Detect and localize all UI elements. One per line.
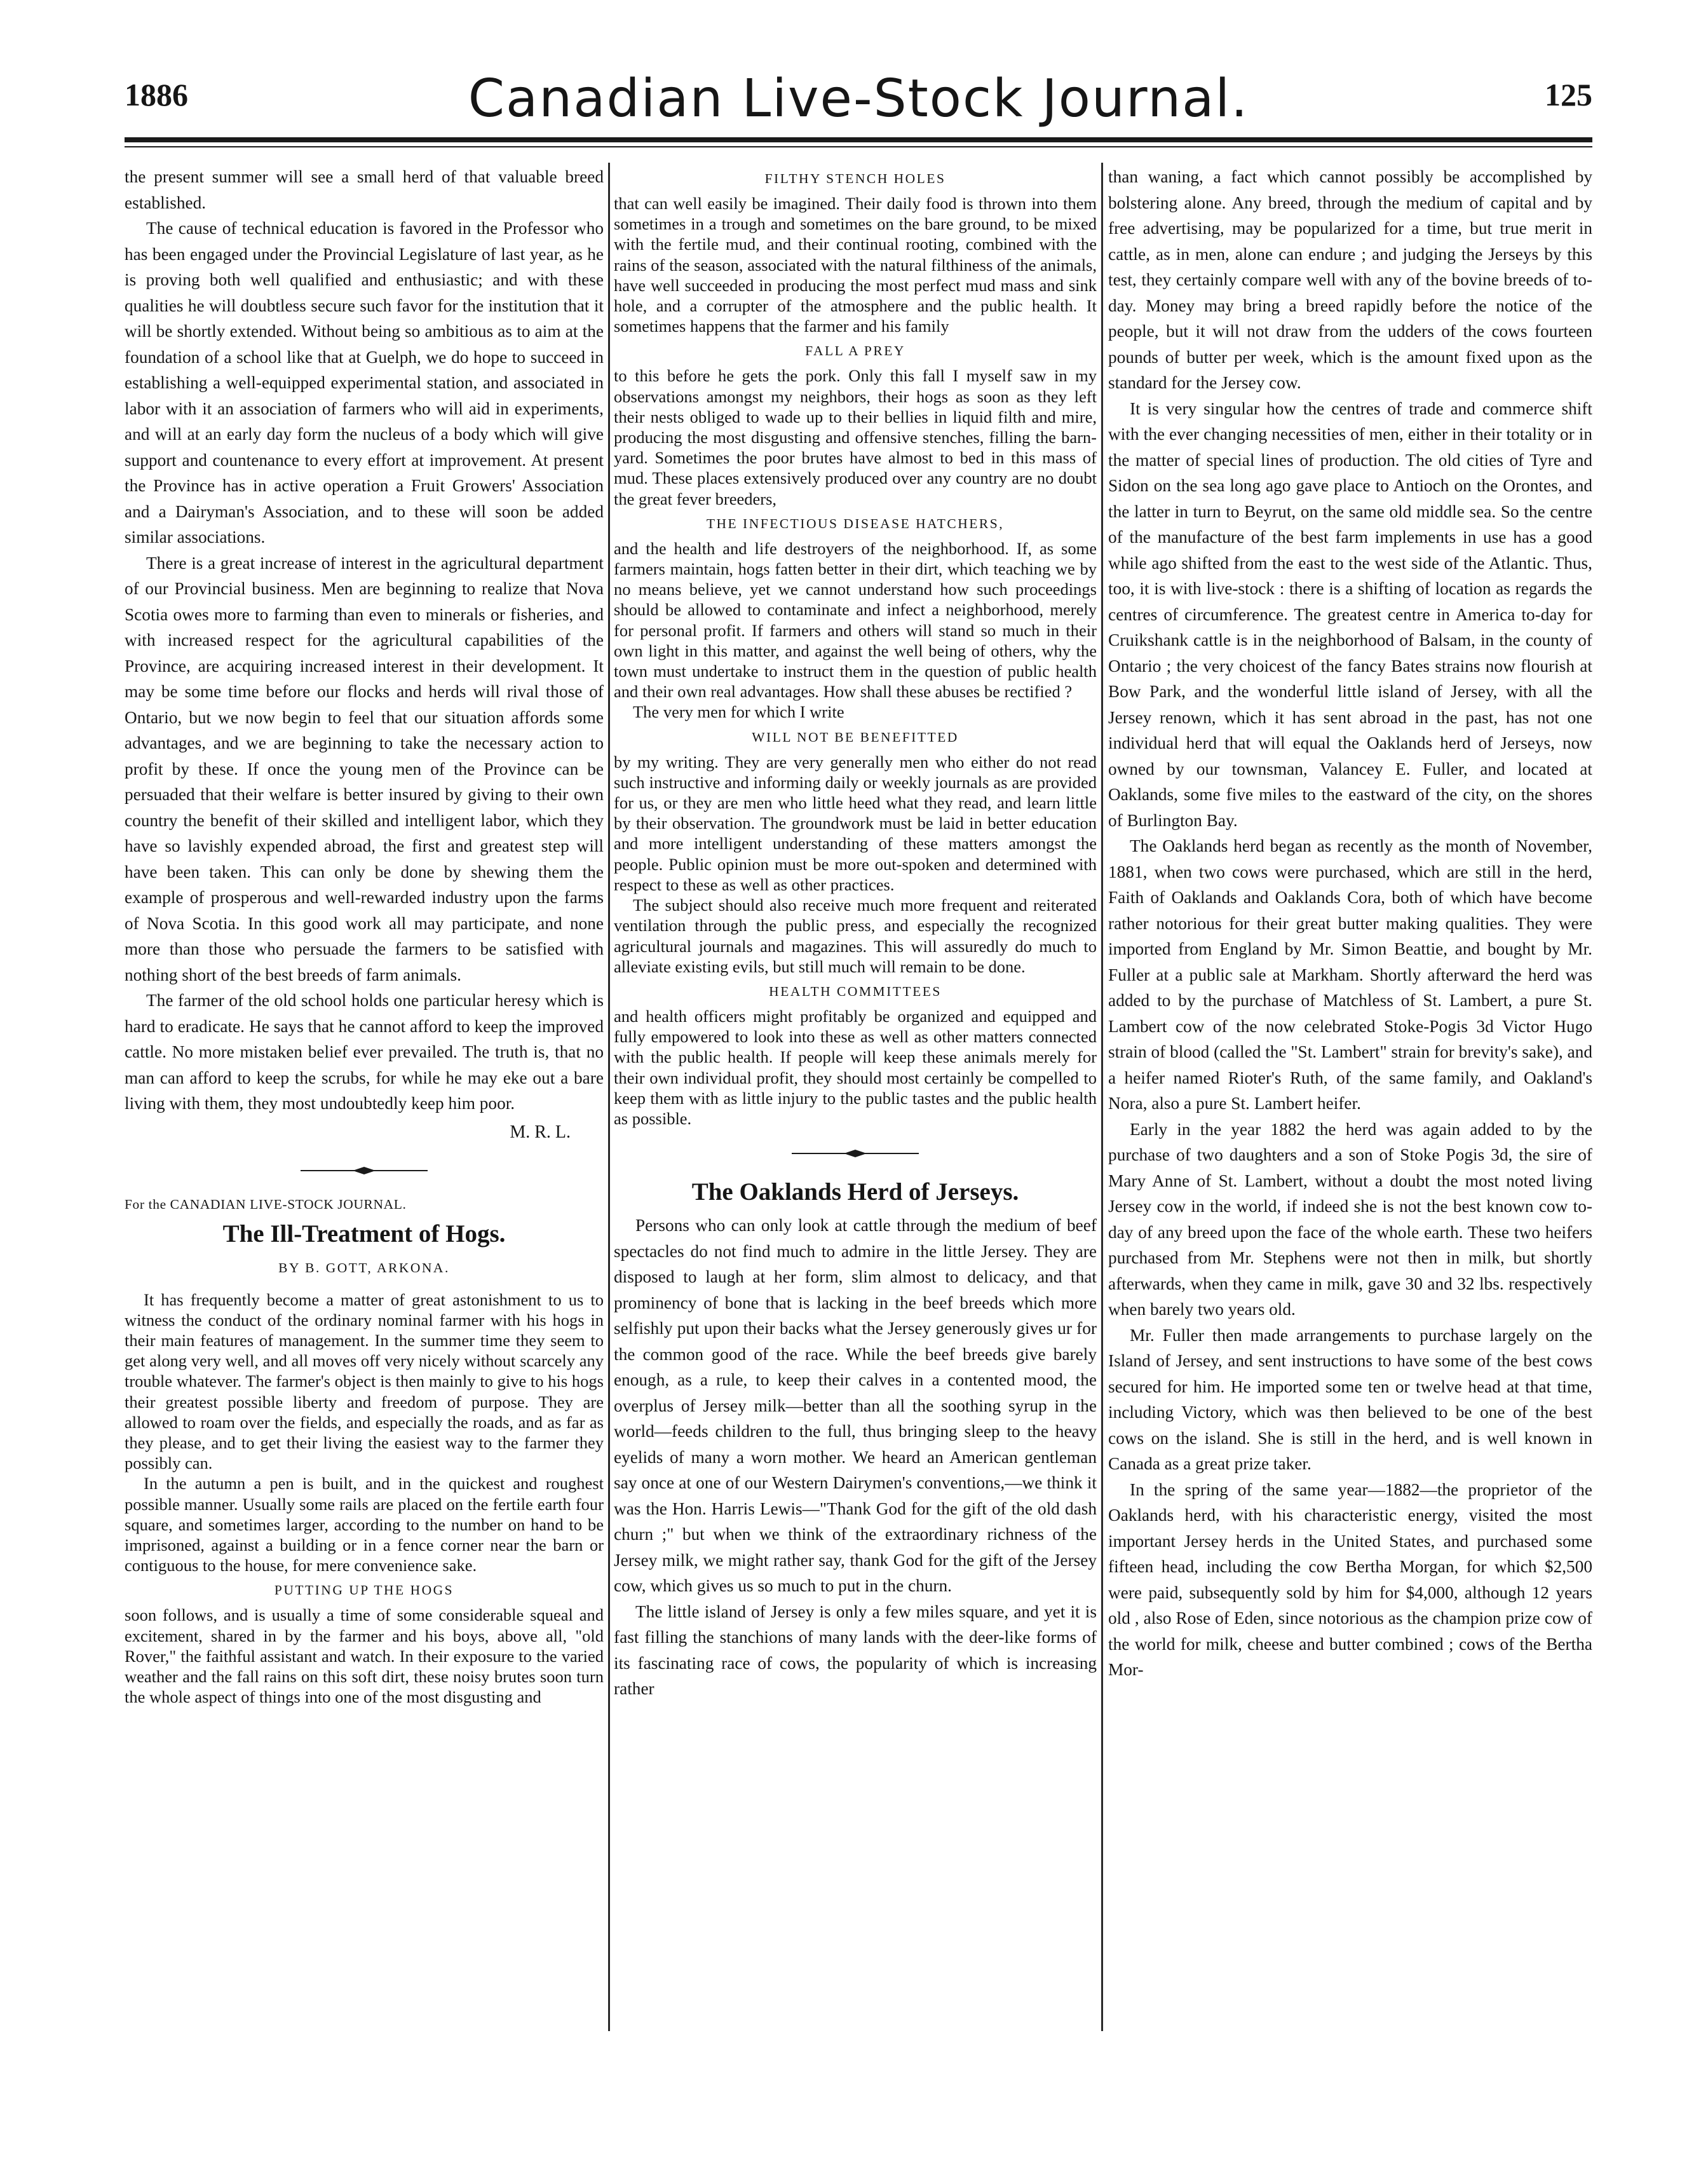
hogs-article-continued <box>614 167 1097 1129</box>
paragraph: The little island of Jersey is only a few miles square, and yet it is fast filling the stanchions of many lands with the deer-like forms of its fascinating race of cows, the popularity of which is increasing rather <box>614 1601 1097 1699</box>
article-headline-oaklands: The Oaklands Herd of Jerseys. <box>691 1178 1019 1206</box>
paragraph: The farmer of the old school holds one particular heresy which is hard to eradicate. He says that he cannot afford to keep the improved cattle. No more mistaken belief ever prevailed. The truth is, that no man can afford to keep the scrubs, for while he may eke out a bare living with them, they most undoubtedly keep him poor. <box>125 991 604 1113</box>
paragraph: The subject should also receive much more frequent and reiterated ventilation through the public press, and especially the recognized agricultural journals and magazines. This will assuredly do much to alleviate existing evils, but still much will remain to be done. <box>614 895 1097 976</box>
for-journal-line: For the CANADIAN LIVE-STOCK JOURNAL. <box>125 1196 407 1212</box>
article-signature: M. R. L. <box>510 1122 571 1142</box>
paragraph: that can well easily be imagined. Their daily food is thrown into them sometimes in a trough and sometimes on the bare ground, to be mixed with the fertile mud, and their continual rooting, combined with the rains of the season, associated with the natural filthiness of the animals, have well succeeded in producing the most perfect mud mass and sink hole, and a corrupter of the atmosphere and the public health. It sometimes happens that the farmer and his family <box>614 194 1097 336</box>
paragraph: Persons who can only look at cattle through the medium of beef spectacles do not find much to admire in the little Jersey. They are disposed to laugh at her form, slim almost to delicacy, and that prominency of bone that is lacking in the beef breeds which more selfishly put upon their backs what the Jersey generously gives ur for the common good of the race. While the beef breeds give barely enough, as a rule, to keep their calves in a contented mood, the overplus of Jersey milk—better than all the soothing syrup in the world—feeds children to the full, thus bringing sleep to the heavy eyelids of many a worn mother. We heard an American gentleman say once at one of our Western Dairymen's conventions,—we think it was the Hon. Harris Lewis—"Thank God for the gift of the old dash churn ;" but when we think of the extraordinary richness of the Jersey milk, we might rather say, thank God for the gift of the Jersey cow, which gives us so much to put in the churn. <box>614 1216 1097 1596</box>
page-number: 125 <box>1545 77 1592 112</box>
hogs-article <box>125 1289 604 1708</box>
paragraph: and the health and life destroyers of the neighborhood. If, as some farmers maintain, hogs fatten better in their dirt, which teaching we by no means believe, yet we cannot understand how such proceedings should be allowed to contaminate and infect a neighborhood, merely for personal profit. If farmers and others will stand so much in their own light in this matter, and against the well being of others, why the town must undertake to instruct them in the question of public health and their own real advantages. How shall these abuses be rectified ? <box>614 538 1097 702</box>
subhead-infectious-disease: THE INFECTIOUS DISEASE HATCHERS, <box>706 515 1005 531</box>
column-1 <box>125 164 604 2071</box>
paragraph: In the spring of the same year—1882—the proprietor of the Oaklands herd, with his characteristic energy, visited the most important Jersey herds in the United States, and purchased some fifteen head, including the cow Bertha Morgan, for which $2,500 were paid, subsequently sold by him for $4,000, although 12 years old , also Rose of Eden, since notorious as the champion prize cow of the world for milk, cheese and butter combined ; cows of the Bertha Mor- <box>1108 1479 1592 1679</box>
masthead-rule-thin <box>125 146 1592 147</box>
paragraph: the present summer will see a small herd of that valuable breed established. <box>125 167 604 212</box>
paragraph: soon follows, and is usually a time of some considerable squeal and excitement, shared in by the farmer and his boys, above all, "old Rover," the faithful assistant and watch. In their exposure to the varied weather and the fall rains on this soft dirt, these noisy brutes soon turn the whole aspect of things into one of the most disgusting and <box>125 1605 604 1707</box>
article-headline-hogs: The Ill-Treatment of Hogs. <box>222 1220 506 1248</box>
column-2 <box>614 164 1097 2071</box>
column-divider-1 <box>608 163 610 2031</box>
paragraph: It is very singular how the centres of trade and commerce shift with the ever changing necessities of men, either in their totality or in the matter of special lines of production. The old cities of Tyre and Sidon on the sea long ago gave place to Antioch on the Orontes, and the latter in turn to Beyrut, on the same old middle sea. So the centre of the manufacture of the best farm implements in use has a good while ago shifted from the east to the west side of the Atlantic. Thus, too, it is with live-stock : there is a shifting of location as regards the centres of circumference. The greatest centre in America to-day for Cruikshank cattle is in the neighborhood of Balsam, in the county of Ontario ; the very choicest of the fancy Bates strains now flourish at Bow Park, and the wonderful little island of Jersey, with all the Jersey renown, which it has sent abroad in the past, has not one individual herd that will equal the Oaklands herd of Jerseys, now owned by our townsman, Valancey E. Fuller, and located at Oaklands, some five miles to the eastward of the city, on the shores of Burlington Bay. <box>1108 398 1592 830</box>
paragraph: and health officers might profitably be organized and equipped and fully empowered to look into these as well as other matters connected with the public health. If people will keep these animals merely for their own individual profit, they should most certainly be compelled to keep them with as little injury to the public tastes and the public health as possible. <box>614 1006 1097 1128</box>
paragraph: Mr. Fuller then made arrangements to purchase largely on the Island of Jersey, and sent instructions to have some of the best cows secured for him. He imported some ten or twelve head at that time, including Victory, which was then believed to be one of the best cows on the island. She is still in the herd, and is well known in Canada as a great prize taker. <box>1108 1325 1592 1473</box>
paragraph: to this before he gets the pork. Only this fall I myself saw in my observations amongst my neighbors, their hogs as soon as they left their nests obliged to wade up to their bellies in liquid filth and mire, producing the most disgusting and offensive stenches, filling the barn-yard. Sometimes the poor brutes have almost to bed in this mass of mud. These places extensively produced over any country are no doubt the great fever breeders, <box>614 366 1097 508</box>
masthead-rule-thick <box>125 137 1592 142</box>
education-article <box>125 164 604 1117</box>
masthead-title: Canadian Live-Stock Journal. <box>468 69 1249 129</box>
subhead-filthy-stench-holes: FILTHY STENCH HOLES <box>764 171 946 186</box>
paragraph: It has frequently become a matter of great astonishment to us to witness the conduct of the ordinary nominal farmer with his hogs in their main features of management. In the summer time they seem to get along very well, and all moves off very nicely without scarcely any trouble whatever. The farmer's object is then mainly to give to his hogs their greatest possible liberty and freedom of purpose. They are allowed to roam over the fields, and especially the roads, and as far as they please, and to get their living the easiest way to the farmer they possibly can. <box>125 1289 604 1473</box>
masthead-year: 1886 <box>125 77 188 112</box>
masthead <box>125 69 1592 132</box>
subhead-health-committees: HEALTH COMMITTEES <box>769 983 942 999</box>
section-separator <box>792 1149 919 1158</box>
subhead-fall-a-prey: FALL A PREY <box>805 343 905 359</box>
oaklands-article <box>614 1213 1097 1702</box>
paragraph: than waning, a fact which cannot possibly be accomplished by bolstering alone. Any breed, through the medium of capital and by free advertising, may be popularized for a time, but true merit in cattle, as in men, alone can endure ; and judging the Jerseys by this test, they certainly compare well with any of the bovine breeds of to-day. Money may bring a breed rapidly before the notice of the people, but it will not draw from the udders of the cows fourteen pounds of butter per week, which is the amount fixed upon as the standard for the Jersey cow. <box>1108 167 1592 392</box>
paragraph: The cause of technical education is favored in the Professor who has been engaged under the Provincial Legislature of last year, as he is proving both well qualified and enthusiastic; and with these qualities he will doubtless secure such favor for the institution that it will be shortly extended. Without being so ambitious as to aim at the foundation of a school like that at Guelph, we do hope to succeed in establishing a well-equipped experimental station, and associated in labor with it an association of farmers who will aid in experiments, and will at an early day form the nucleus of a body which will give support and countenance to every effort at improvement. At present the Province has in active operation a Fruit Growers' Association and a Dairyman's Association, and to these will soon be added similar associations. <box>125 219 604 547</box>
column-3 <box>1108 164 1592 2071</box>
subhead-will-not-be-benefitted: WILL NOT BE BENEFITTED <box>752 729 959 745</box>
subhead-putting-up-hogs: PUTTING UP THE HOGS <box>274 1582 454 1598</box>
paragraph: There is a great increase of interest in the agricultural department of our Provincial business. Men are beginning to realize that Nova Scotia owes more to farming than even to minerals or fisheries, and with increased respect for the agricultural capabilities of the Province, are acquiring increased interest in their development. It may be some time before our flocks and herds will rival those of Ontario, but we now begin to feel that our situation affords some advantages, and we are beginning to take the necessary action to profit by these. If once the young men of the Province can be persuaded that their welfare is better insured by giving to their own country the benefit of their skilled and intelligent labor, which they have so lavishly expended abroad, the first and greatest step will have been taken. This can only be done by shewing them the example of prosperous and well-rewarded industry upon the farms of Nova Scotia. In this good work all may participate, and none more than those who persuade the farmers to be satisfied with nothing short of the best breeds of farm animals. <box>125 553 604 984</box>
section-separator <box>301 1166 428 1175</box>
paragraph: by my writing. They are very generally men who either do not read such instructive and informing daily or weekly journals as are provided for us, or they are men who little heed what they read, and learn little by their observation. The groundwork must be laid in better education and more intelligent understanding of these matters amongst the people. Public opinion must be more out-spoken and determined with respect to these as well as other practices. <box>614 752 1097 894</box>
article-byline: BY B. GOTT, ARKONA. <box>278 1260 450 1275</box>
paragraph: The Oaklands herd began as recently as the month of November, 1881, when two cows were purchased, which are still in the herd, Faith of Oaklands and Oaklands Cora, both of which have become rather notorious for their great butter making qualities. They were imported from England by Mr. Simon Beattie, and bought by Mr. Fuller at a public sale at Markham. Shortly afterward the herd was added to by the purchase of Matchless of St. Lambert, a pure St. Lambert cow of the now celebrated Stoke-Pogis 3d Victor Hugo strain of blood (called the "St. Lambert" strain for brevity's sake), and a heifer named Rioter's Ruth, of the same family, and Oakland's Nora, also a pure St. Lambert heifer. <box>1108 836 1592 1113</box>
paragraph: In the autumn a pen is built, and in the quickest and roughest possible manner. Usually some rails are placed on the fertile earth four square, and sometimes larger, according to the number on hand to be imprisoned, against a building or in a fence corner near the barn or contiguous to the house, for mere convenience sake. <box>125 1474 604 1575</box>
column-divider-2 <box>1101 163 1103 2031</box>
oaklands-article-continued <box>1108 164 1592 1683</box>
paragraph: The very men for which I write <box>633 702 844 722</box>
paragraph: Early in the year 1882 the herd was again added to by the purchase of two daughters and a son of Stoke Pogis 3d, the sire of Mary Anne of St. Lambert, without a doubt the most noted living Jersey cow in the world, if indeed she is not the best known cow to-day of any breed upon the face of the whole earth. These two heifers purchased from Mr. Stephens were not then in milk, but shortly afterwards, when they came in milk, gave 30 and 32 lbs. respectively when barely two years old. <box>1108 1119 1592 1319</box>
